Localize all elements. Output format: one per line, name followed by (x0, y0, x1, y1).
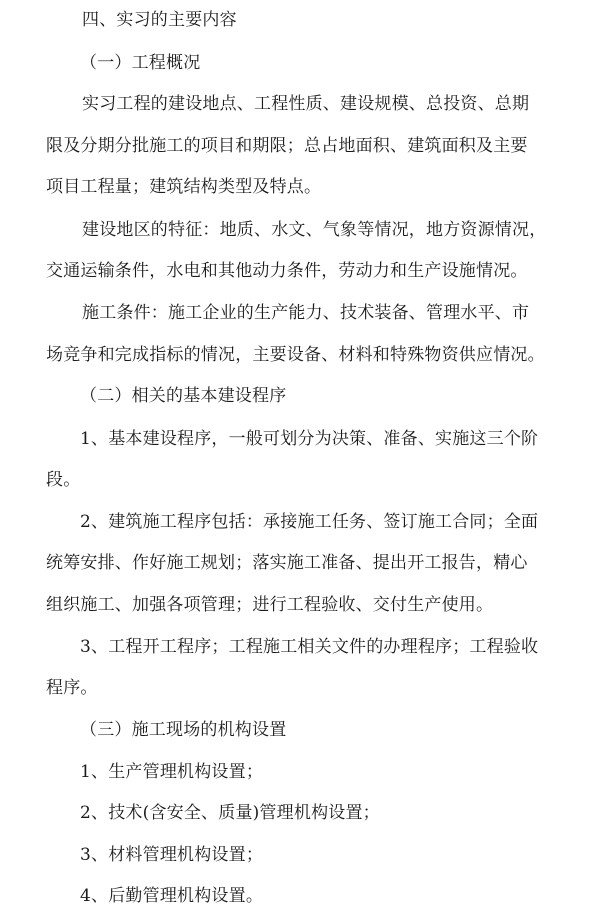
list-item-line: 程序。 (46, 678, 98, 698)
paragraph-line: 建设地区的特征：地质、水文、气象等情况，地方资源情况， (82, 220, 547, 240)
subsection-title-procedures: （二）相关的基本建设程序 (80, 386, 287, 406)
paragraph-line: 限及分期分批施工的项目和期限；总占地面积、建筑面积及主要 (46, 136, 528, 156)
list-item-line: 统筹安排、作好施工规划；落实施工准备、提出开工报告，精心 (46, 553, 528, 573)
list-item: 2、技术(含安全、质量)管理机构设置； (80, 803, 380, 823)
section-heading: 四、实习的主要内容 (82, 10, 237, 30)
subsection-title-overview: （一）工程概况 (80, 53, 201, 73)
subsection-title-organization: （三）施工现场的机构设置 (80, 720, 287, 740)
list-item: 3、材料管理机构设置； (80, 845, 264, 865)
paragraph-line: 实习工程的建设地点、工程性质、建设规模、总投资、总期 (82, 94, 530, 114)
paragraph-line: 场竞争和完成指标的情况，主要设备、材料和特殊物资供应情况。 (46, 345, 545, 365)
list-item-line: 组织施工、加强各项管理；进行工程验收、交付生产使用。 (46, 595, 494, 615)
paragraph-line: 交通运输条件，水电和其他动力条件，劳动力和生产设施情况。 (46, 261, 528, 281)
list-item-line: 1、基本建设程序，一般可划分为决策、准备、实施这三个阶 (80, 429, 539, 449)
paragraph-line: 项目工程量；建筑结构类型及特点。 (46, 177, 322, 197)
list-item: 4、后勤管理机构设置。 (80, 886, 264, 906)
list-item: 1、生产管理机构设置； (80, 762, 264, 782)
list-item-line: 3、工程开工程序；工程施工相关文件的办理程序；工程验收 (80, 637, 539, 657)
list-item-line: 2、建筑施工程序包括：承接施工任务、签订施工合同；全面 (80, 512, 539, 532)
list-item-line: 段。 (46, 470, 81, 490)
paragraph-line: 施工条件：施工企业的生产能力、技术装备、管理水平、市 (82, 303, 530, 323)
